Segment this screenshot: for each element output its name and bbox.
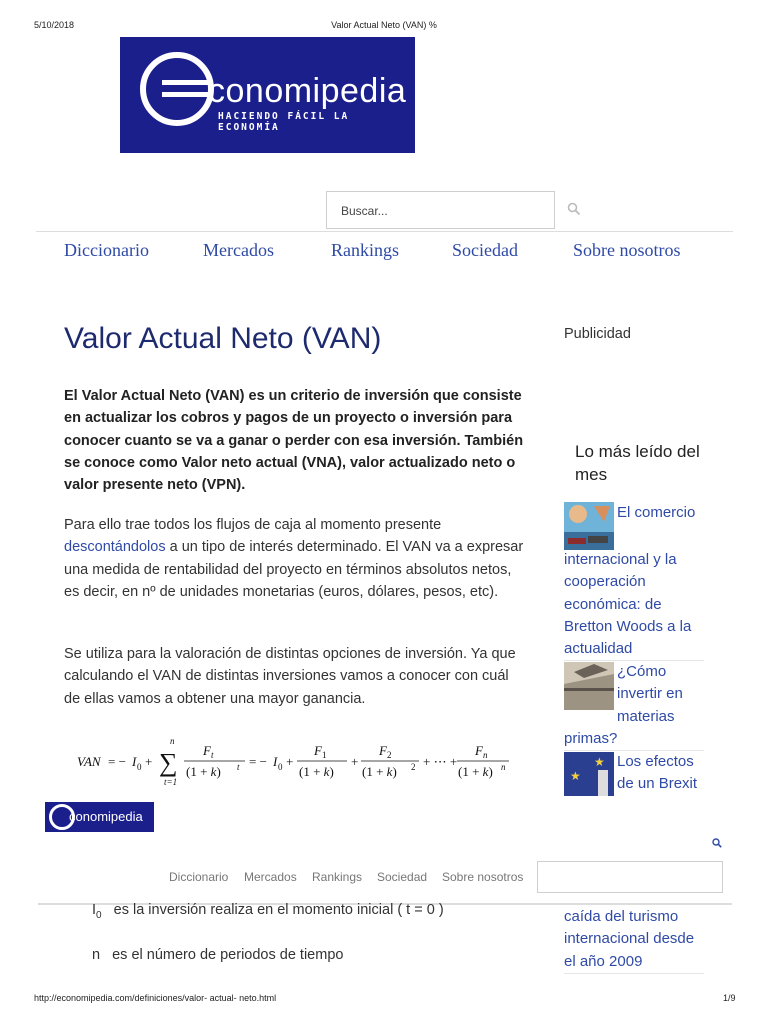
svg-text:n: n [483, 750, 488, 760]
svg-text:(1 + k): (1 + k) [186, 764, 221, 779]
print-page-number: 1/9 [723, 993, 736, 1003]
print-url: http://economipedia.com/definiciones/valor- actual- neto.html [34, 993, 277, 1003]
search-input[interactable]: Buscar... [326, 191, 555, 229]
sticky-search-input[interactable] [537, 861, 723, 893]
ad-label: Publicidad [564, 326, 631, 342]
definition-text: es la inversión realiza en el momento inicial ( t = 0 ) [113, 902, 444, 918]
svg-text:F: F [314, 743, 322, 758]
svg-text:t: t [211, 750, 214, 760]
sidebar-divider [564, 973, 704, 974]
svg-text:∑: ∑ [159, 748, 178, 777]
svg-text:+: + [145, 754, 153, 769]
svg-text:(1 + k): (1 + k) [362, 764, 397, 779]
most-read-link-2-rest[interactable]: primas? [564, 730, 618, 747]
svg-text:0: 0 [137, 762, 142, 772]
svg-text:= −: = − [249, 754, 267, 769]
svg-text:★: ★ [594, 755, 605, 769]
most-read-link-4-rest[interactable]: caída del turismo internacional desde el año 2009 [564, 908, 695, 970]
svg-text:VAN: VAN [77, 754, 101, 769]
most-read-link-1[interactable]: El comercio [617, 504, 696, 521]
sticky-logo-word: conomipedia [69, 809, 143, 824]
nav-divider-top [36, 231, 733, 232]
svg-text:+: + [351, 754, 359, 769]
definition-subscript: 0 [96, 909, 102, 921]
logo-wordmark: conomipedia [208, 72, 407, 110]
nav-item-sociedad[interactable]: Sociedad [452, 240, 518, 260]
nav-item-diccionario[interactable]: Diccionario [64, 240, 149, 260]
sticky-nav-rankings[interactable]: Rankings [312, 870, 363, 884]
svg-text:F: F [379, 743, 387, 758]
svg-text:2: 2 [387, 750, 392, 760]
svg-text:I: I [273, 754, 278, 769]
sticky-nav-sobre-nosotros[interactable]: Sobre nosotros [442, 870, 524, 884]
print-title: Valor Actual Neto (VAN) % [331, 20, 437, 30]
svg-text:★: ★ [570, 769, 581, 783]
definition-symbol: n [92, 947, 101, 963]
svg-text:1: 1 [322, 750, 327, 760]
svg-text:F: F [475, 743, 483, 758]
van-formula-image [77, 735, 517, 791]
search-icon[interactable] [712, 838, 722, 848]
sticky-nav-sociedad[interactable]: Sociedad [377, 870, 428, 884]
definition-i0 [92, 902, 444, 921]
svg-text:(1 + k): (1 + k) [299, 764, 334, 779]
link-descontandolos[interactable]: descontándolos [64, 539, 166, 556]
sticky-logo[interactable] [45, 802, 154, 832]
definition-text: es el número de periodos de tiempo [112, 947, 344, 963]
logo-e-icon [140, 52, 214, 126]
article-paragraph-1 [64, 514, 524, 603]
article-paragraph-2: Se utiliza para la valoración de distintas opciones de inversión. Ya que calculando el VAN de distintas inversiones vamos a conocer con cuál de ellas vamos a obtener una mayor ganancia. [64, 646, 516, 707]
svg-text:= −: = − [108, 754, 126, 769]
site-logo[interactable] [120, 37, 415, 153]
svg-text:2: 2 [411, 762, 416, 772]
svg-text:0: 0 [278, 762, 283, 772]
svg-text:n: n [501, 762, 506, 772]
most-read-link-1-rest[interactable]: internacional y la cooperación económica: de Bretton Woods a la actualidad [564, 551, 692, 658]
nav-item-rankings[interactable]: Rankings [331, 240, 400, 260]
article-thumbnail[interactable] [564, 502, 614, 550]
print-date: 5/10/2018 [34, 20, 75, 30]
article-lead: El Valor Actual Neto (VAN) es un criterio de inversión que consiste en actualizar los cobros y pagos de un proyecto o inversión para conocer cuanto se va a ganar o perder con esa inversión. También se conoce como Valor neto actual (VNA), valor actualizado neto o valor presente neto (VPN). [64, 388, 524, 494]
definition-symbol: I [92, 902, 97, 918]
paragraph-text: Para ello trae todos los flujos de caja al momento presente [64, 517, 442, 533]
article-thumbnail[interactable] [564, 662, 614, 710]
most-read-link-3[interactable]: Los efectos de un Brexit [617, 753, 698, 793]
logo-tagline: HACIENDO FÁCIL LA ECONOMÍA [218, 111, 350, 133]
search-button[interactable] [555, 191, 595, 229]
svg-text:t: t [237, 762, 240, 772]
sticky-nav-mercados[interactable]: Mercados [244, 870, 297, 884]
article-thumbnail[interactable] [564, 752, 614, 796]
nav-item-sobre-nosotros[interactable]: Sobre nosotros [573, 240, 681, 260]
svg-text:+: + [286, 754, 294, 769]
page-title: Valor Actual Neto (VAN) [64, 322, 382, 355]
svg-text:(1 + k): (1 + k) [458, 764, 493, 779]
svg-text:I: I [132, 754, 137, 769]
most-read-link-2[interactable]: ¿Cómo invertir en materias [617, 663, 683, 725]
paragraph-text: a un tipo de interés determinado. El VAN va a expresar una medida de rentabilidad del proyecto en términos absolutos netos, es decir, en nº de unidades monetarias (euros, dólares, pesos, etc). [64, 539, 524, 600]
sticky-nav-diccionario[interactable]: Diccionario [169, 870, 229, 884]
svg-text:t=1: t=1 [164, 777, 178, 787]
search-icon [567, 202, 581, 216]
nav-item-mercados[interactable]: Mercados [203, 240, 274, 260]
svg-text:n: n [170, 736, 175, 746]
definition-n [92, 947, 343, 963]
svg-text:+ ⋯ +: + ⋯ + [423, 754, 458, 769]
most-read-heading: Lo más leído del mes [575, 442, 700, 484]
svg-text:F: F [203, 743, 211, 758]
